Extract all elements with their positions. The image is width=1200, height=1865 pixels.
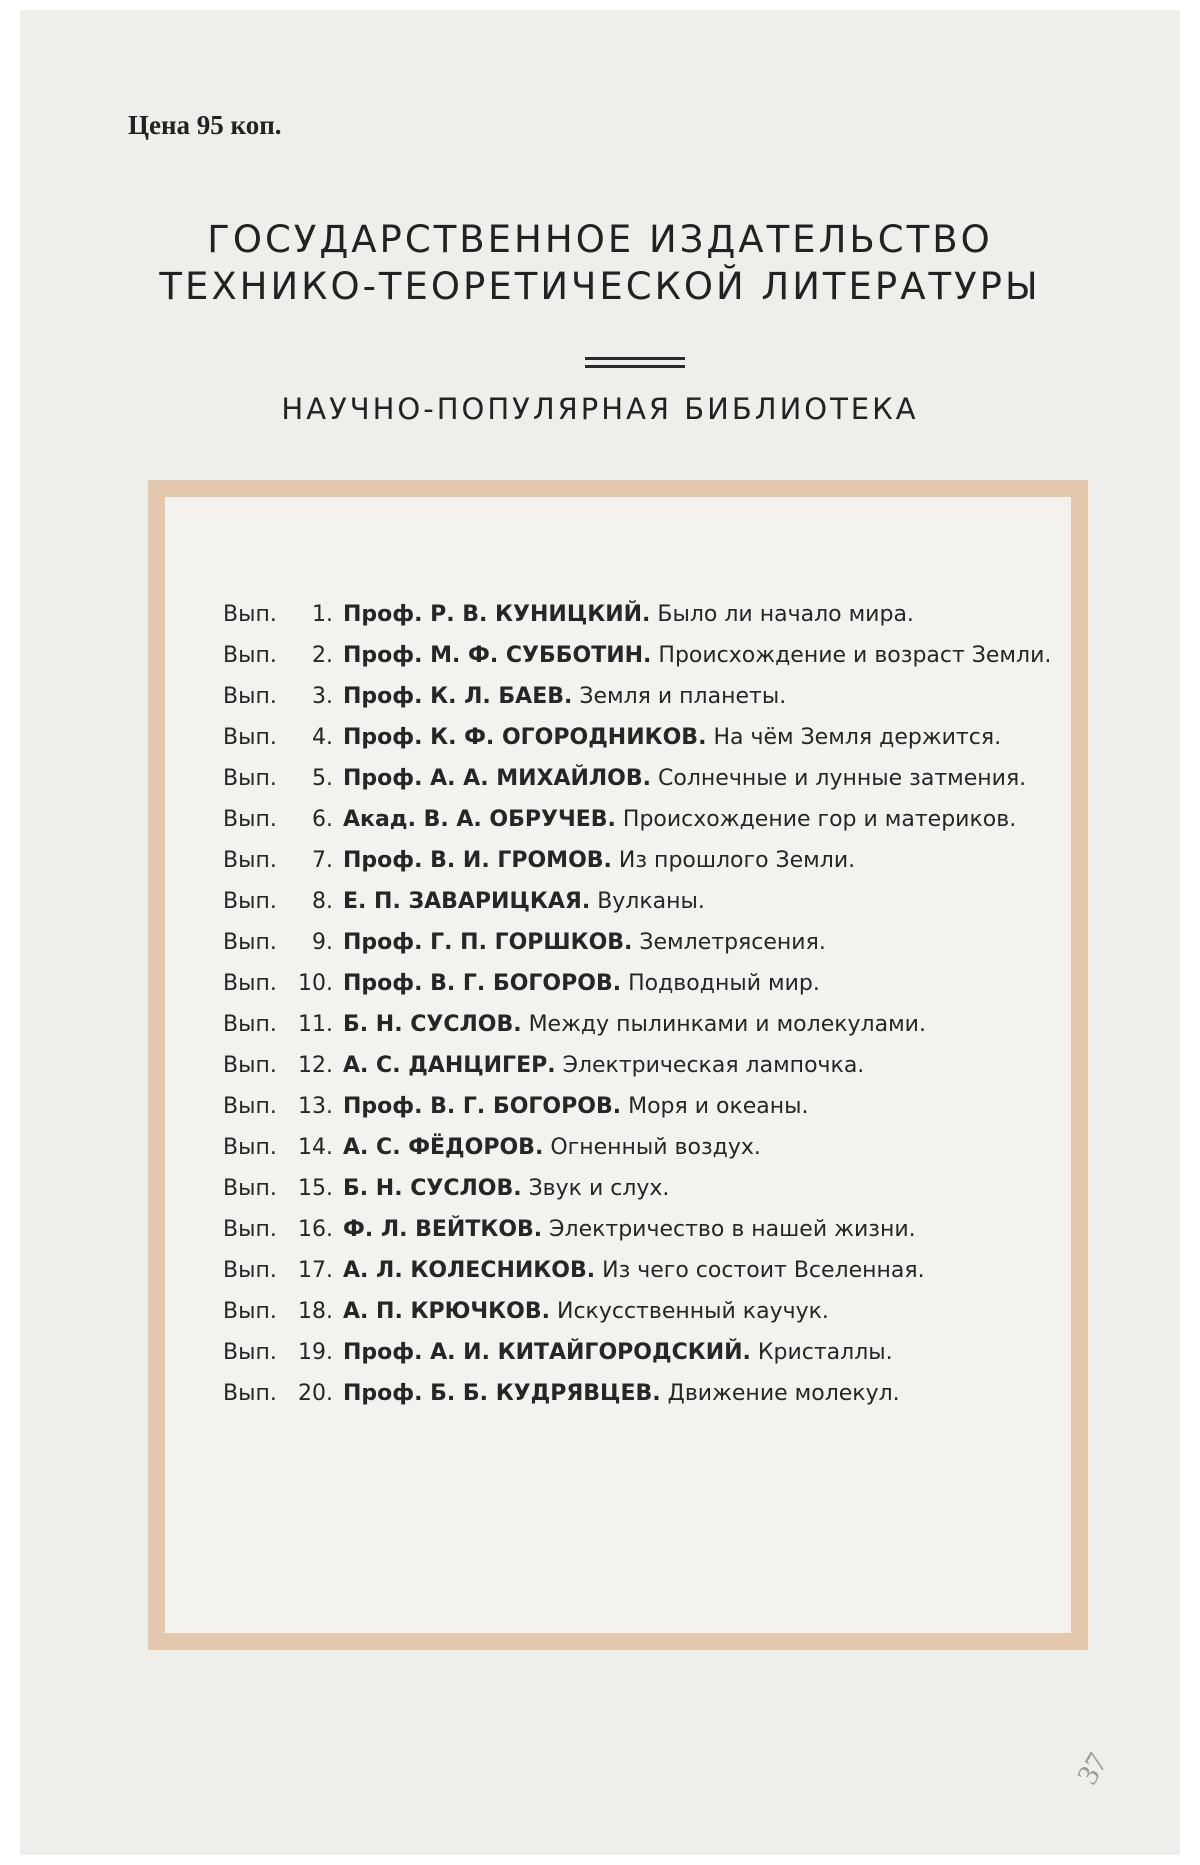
issue-author: Проф. Р. В. КУНИЦКИЙ. xyxy=(343,602,651,627)
list-item xyxy=(223,1253,1053,1289)
list-item xyxy=(223,761,1053,797)
issue-number: 7. xyxy=(312,848,333,873)
issue-text xyxy=(343,843,1053,879)
issue-author: Проф. М. Ф. СУББОТИН. xyxy=(343,643,652,668)
issues-list xyxy=(223,597,1053,1417)
issue-text xyxy=(343,1089,1053,1125)
issue-label: Вып. xyxy=(223,1094,277,1119)
issue-label: Вып. xyxy=(223,684,277,709)
issue-text xyxy=(343,761,1053,797)
issue-author: Проф. В. И. ГРОМОВ. xyxy=(343,848,612,873)
issue-title: Искусственный каучук. xyxy=(557,1299,829,1324)
issue-author: А. С. ДАНЦИГЕР. xyxy=(343,1053,556,1078)
issue-author: Б. Н. СУСЛОВ. xyxy=(343,1012,522,1037)
issue-text xyxy=(343,1376,1053,1412)
page-number-mark: 37 xyxy=(1070,1747,1115,1790)
issue-text xyxy=(343,1171,1053,1207)
divider-rule-bottom xyxy=(585,365,685,368)
issue-text xyxy=(343,1048,1053,1084)
issue-number: 13. xyxy=(298,1094,333,1119)
issue-label: Вып. xyxy=(223,807,277,832)
issue-title: Движение молекул. xyxy=(667,1381,900,1406)
divider-rule-top xyxy=(585,357,685,360)
library-title: НАУЧНО-ПОПУЛЯРНАЯ БИБЛИОТЕКА xyxy=(281,392,919,426)
issue-text xyxy=(343,597,1053,633)
issue-author: Б. Н. СУСЛОВ. xyxy=(343,1176,522,1201)
issue-label: Вып. xyxy=(223,602,277,627)
issue-author: Проф. В. Г. БОГОРОВ. xyxy=(343,1094,622,1119)
issue-title: Солнечные и лунные затмения. xyxy=(658,766,1027,791)
issue-number: 4. xyxy=(312,725,333,750)
list-item xyxy=(223,1048,1053,1084)
issue-author: А. Л. КОЛЕСНИКОВ. xyxy=(343,1258,596,1283)
issue-label: Вып. xyxy=(223,1135,277,1160)
issue-author: Е. П. ЗАВАРИЦКАЯ. xyxy=(343,889,591,914)
list-item xyxy=(223,1335,1053,1371)
issue-label: Вып. xyxy=(223,1217,277,1242)
issue-title: Моря и океаны. xyxy=(628,1094,809,1119)
issue-title: Земля и планеты. xyxy=(579,684,787,709)
issue-author: Проф. К. Ф. ОГОРОДНИКОВ. xyxy=(343,725,707,750)
issue-number: 3. xyxy=(312,684,333,709)
publisher-line-2: ТЕХНИКО-ТЕОРЕТИЧЕСКОЙ ЛИТЕРАТУРЫ xyxy=(159,265,1041,308)
issue-label: Вып. xyxy=(223,1258,277,1283)
issue-number: 1. xyxy=(312,602,333,627)
list-item xyxy=(223,884,1053,920)
issue-label: Вып. xyxy=(223,971,277,996)
issue-label: Вып. xyxy=(223,889,277,914)
issue-title: Из чего состоит Вселенная. xyxy=(602,1258,925,1283)
issue-number: 8. xyxy=(312,889,333,914)
issue-title: Подводный мир. xyxy=(628,971,820,996)
issue-title: Происхождение гор и материков. xyxy=(622,807,1017,832)
issue-author: Проф. А. И. КИТАЙГОРОДСКИЙ. xyxy=(343,1340,751,1365)
issue-label: Вып. xyxy=(223,643,277,668)
issue-author: Проф. В. Г. БОГОРОВ. xyxy=(343,971,622,996)
issue-text xyxy=(343,720,1053,756)
issue-author: А. С. ФЁДОРОВ. xyxy=(343,1135,544,1160)
issue-author: Проф. А. А. МИХАЙЛОВ. xyxy=(343,766,652,791)
issue-number: 12. xyxy=(298,1053,333,1078)
issue-text xyxy=(343,1294,1053,1330)
issue-author: А. П. КРЮЧКОВ. xyxy=(343,1299,550,1324)
issue-number: 9. xyxy=(312,930,333,955)
issue-label: Вып. xyxy=(223,725,277,750)
issue-number: 10. xyxy=(298,971,333,996)
list-item xyxy=(223,843,1053,879)
issue-title: Кристаллы. xyxy=(757,1340,893,1365)
issue-text xyxy=(343,966,1053,1002)
issue-text xyxy=(343,1253,1053,1289)
issue-title: Электричество в нашей жизни. xyxy=(549,1217,916,1242)
issue-number: 6. xyxy=(312,807,333,832)
issues-frame xyxy=(148,480,1088,1650)
issue-text xyxy=(343,1212,1053,1248)
issue-title: Огненный воздух. xyxy=(550,1135,761,1160)
issue-number: 11. xyxy=(298,1012,333,1037)
issue-author: Ф. Л. ВЕЙТКОВ. xyxy=(343,1217,543,1242)
issue-author: Проф. Б. Б. КУДРЯВЦЕВ. xyxy=(343,1381,661,1406)
issue-number: 14. xyxy=(298,1135,333,1160)
issue-label: Вып. xyxy=(223,1299,277,1324)
issue-title: Вулканы. xyxy=(597,889,705,914)
list-item xyxy=(223,638,1053,674)
issue-number: 18. xyxy=(298,1299,333,1324)
issue-text xyxy=(343,638,1053,674)
list-item xyxy=(223,1130,1053,1166)
issue-label: Вып. xyxy=(223,1340,277,1365)
issue-author: Проф. К. Л. БАЕВ. xyxy=(343,684,573,709)
issue-text xyxy=(343,1007,1053,1043)
issue-number: 5. xyxy=(312,766,333,791)
publisher-line-1: ГОСУДАРСТВЕННОЕ ИЗДАТЕЛЬСТВО xyxy=(207,218,993,261)
issue-title: Звук и слух. xyxy=(528,1176,670,1201)
list-item xyxy=(223,1294,1053,1330)
list-item xyxy=(223,1171,1053,1207)
issue-title: Из прошлого Земли. xyxy=(618,848,856,873)
issue-label: Вып. xyxy=(223,1053,277,1078)
issue-text xyxy=(343,884,1053,920)
issue-number: 20. xyxy=(298,1381,333,1406)
issue-text xyxy=(343,679,1053,715)
list-item xyxy=(223,966,1053,1002)
issue-label: Вып. xyxy=(223,1012,277,1037)
issue-title: Происхождение и возраст Земли. xyxy=(658,643,1052,668)
issue-label: Вып. xyxy=(223,1381,277,1406)
issue-label: Вып. xyxy=(223,848,277,873)
document-page xyxy=(20,10,1180,1855)
list-item xyxy=(223,1089,1053,1125)
list-item xyxy=(223,597,1053,633)
issue-title: Электрическая лампочка. xyxy=(562,1053,865,1078)
issue-number: 17. xyxy=(298,1258,333,1283)
issue-text xyxy=(343,925,1053,961)
issue-title: Между пылинками и молекулами. xyxy=(528,1012,926,1037)
issue-text xyxy=(343,1130,1053,1166)
list-item xyxy=(223,1376,1053,1412)
issue-label: Вып. xyxy=(223,1176,277,1201)
issue-number: 2. xyxy=(312,643,333,668)
list-item xyxy=(223,802,1053,838)
list-item xyxy=(223,1212,1053,1248)
issue-label: Вып. xyxy=(223,930,277,955)
list-item xyxy=(223,1007,1053,1043)
issue-author: Проф. Г. П. ГОРШКОВ. xyxy=(343,930,633,955)
price-label: Цена 95 коп. xyxy=(128,110,282,140)
issue-label: Вып. xyxy=(223,766,277,791)
list-item xyxy=(223,679,1053,715)
issue-author: Акад. В. А. ОБРУЧЕВ. xyxy=(343,807,616,832)
list-item xyxy=(223,925,1053,961)
issue-title: На чём Земля держится. xyxy=(713,725,1002,750)
issue-title: Было ли начало мира. xyxy=(657,602,914,627)
issue-title: Землетрясения. xyxy=(639,930,826,955)
issue-number: 19. xyxy=(298,1340,333,1365)
issue-number: 16. xyxy=(298,1217,333,1242)
issue-text xyxy=(343,802,1053,838)
issue-text xyxy=(343,1335,1053,1371)
list-item xyxy=(223,720,1053,756)
issue-number: 15. xyxy=(298,1176,333,1201)
